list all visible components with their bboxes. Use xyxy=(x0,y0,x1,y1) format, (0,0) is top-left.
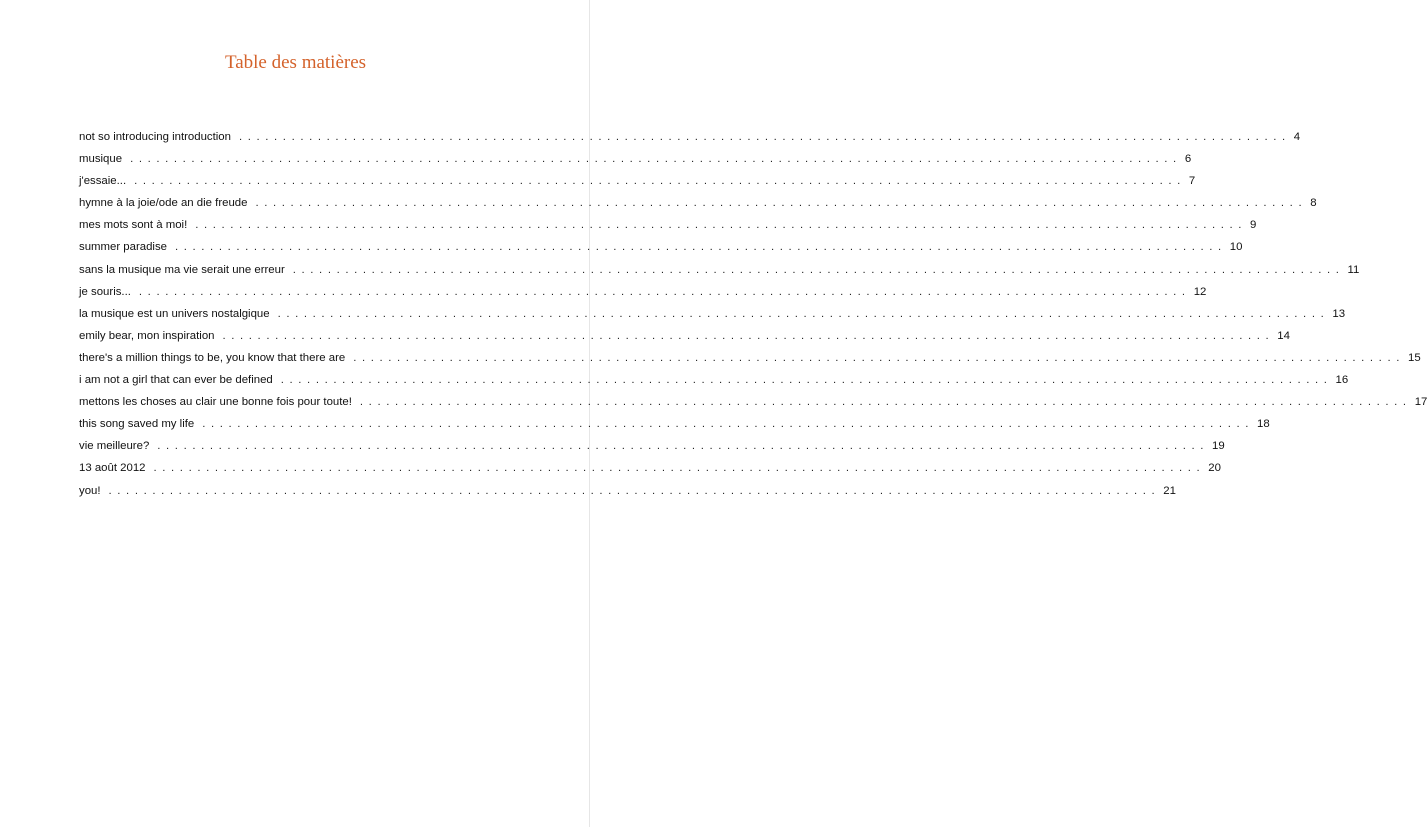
toc-entry-label: vie meilleure? xyxy=(79,440,150,453)
toc-entry[interactable] xyxy=(79,285,1207,308)
toc-entry-page: 18 xyxy=(1257,418,1270,431)
toc-entry-label: i am not a girl that can ever be defined xyxy=(79,374,273,387)
toc-entry-page: 10 xyxy=(1229,241,1243,254)
toc-entry[interactable] xyxy=(79,263,1360,286)
dot-leader: ........................................................................................................................ xyxy=(222,329,1275,342)
toc-entry-page: 11 xyxy=(1347,263,1360,276)
dot-leader: ........................................................................................................................ xyxy=(359,396,1412,409)
toc-entry[interactable] xyxy=(79,197,1317,219)
toc-entry[interactable] xyxy=(79,131,1301,153)
dot-leader: ........................................................................................................................ xyxy=(134,175,1186,188)
toc-entry-label: there's a million things to be, you know that there are xyxy=(79,351,346,364)
table-of-contents xyxy=(79,131,1427,507)
dot-leader: ........................................................................................................................ xyxy=(138,285,1191,298)
toc-entry[interactable] xyxy=(79,484,1176,507)
toc-entry-label: this song saved my life xyxy=(79,418,195,431)
toc-entry-page: 14 xyxy=(1277,329,1290,342)
toc-entry-label: sans la musique ma vie serait une erreur xyxy=(79,263,285,276)
toc-entry-page: 20 xyxy=(1208,462,1221,475)
toc-title: Table des matières xyxy=(224,52,367,73)
dot-leader: ........................................................................................................................ xyxy=(153,462,1206,475)
toc-entry[interactable] xyxy=(79,462,1221,484)
dot-leader: ........................................................................................................................ xyxy=(280,374,1333,387)
toc-entry[interactable] xyxy=(79,175,1196,197)
toc-entry-label: mettons les choses au clair une bonne fois pour toute! xyxy=(79,396,352,409)
toc-entry-page: 21 xyxy=(1163,484,1176,497)
toc-entry-page: 17 xyxy=(1414,396,1427,409)
toc-entry-label: not so introducing introduction xyxy=(79,131,231,143)
dot-leader: ........................................................................................................................ xyxy=(130,153,1182,166)
toc-entry[interactable] xyxy=(79,351,1421,374)
toc-entry-page: 4 xyxy=(1293,131,1301,143)
toc-entry-page: 19 xyxy=(1212,440,1225,453)
toc-entry-page: 7 xyxy=(1188,175,1196,188)
toc-entry-label: mes mots sont à moi! xyxy=(79,219,188,232)
toc-entry-page: 12 xyxy=(1193,285,1207,298)
toc-entry-page: 9 xyxy=(1250,219,1257,232)
toc-entry[interactable] xyxy=(79,153,1192,175)
toc-entry-label: je souris... xyxy=(79,285,131,298)
toc-entry-page: 13 xyxy=(1332,307,1346,320)
toc-entry[interactable] xyxy=(79,219,1257,241)
toc-entry-label: emily bear, mon inspiration xyxy=(79,329,215,342)
toc-entry-label: j'essaie... xyxy=(79,175,127,188)
toc-entry-page: 15 xyxy=(1407,351,1421,364)
dot-leader: ........................................................................................................................ xyxy=(255,197,1308,210)
dot-leader: ........................................................................................................................ xyxy=(195,219,1248,232)
toc-entry-label: 13 août 2012 xyxy=(79,462,146,475)
toc-entry-page: 6 xyxy=(1184,153,1192,166)
dot-leader: ........................................................................................................................ xyxy=(108,484,1161,497)
toc-entry[interactable] xyxy=(79,307,1346,330)
dot-leader: ........................................................................................................................ xyxy=(175,241,1227,254)
dot-leader: ........................................................................................................................ xyxy=(202,418,1254,431)
toc-entry[interactable] xyxy=(79,374,1349,396)
dot-leader: ........................................................................................................................ xyxy=(292,263,1345,276)
toc-entry[interactable] xyxy=(79,418,1270,440)
toc-entry-label: la musique est un univers nostalgique xyxy=(79,307,270,320)
dot-leader: ........................................................................................................................ xyxy=(277,307,1330,320)
toc-entry-label: musique xyxy=(79,153,123,166)
toc-entry[interactable] xyxy=(79,329,1290,352)
dot-leader: ........................................................................................................................ xyxy=(353,351,1405,364)
toc-entry-page: 16 xyxy=(1335,374,1349,387)
toc-entry-label: hymne à la joie/ode an die freude xyxy=(79,197,248,210)
toc-entry-label: you! xyxy=(79,484,101,497)
dot-leader: ........................................................................................................................ xyxy=(157,440,1210,453)
toc-entry[interactable] xyxy=(79,440,1225,462)
toc-entry[interactable] xyxy=(79,241,1243,263)
toc-entry[interactable] xyxy=(79,396,1427,418)
toc-entry-page: 8 xyxy=(1310,197,1317,210)
toc-entry-label: summer paradise xyxy=(79,241,167,254)
page-edge xyxy=(589,0,590,827)
dot-leader: ........................................................................................................................ xyxy=(238,131,1291,143)
